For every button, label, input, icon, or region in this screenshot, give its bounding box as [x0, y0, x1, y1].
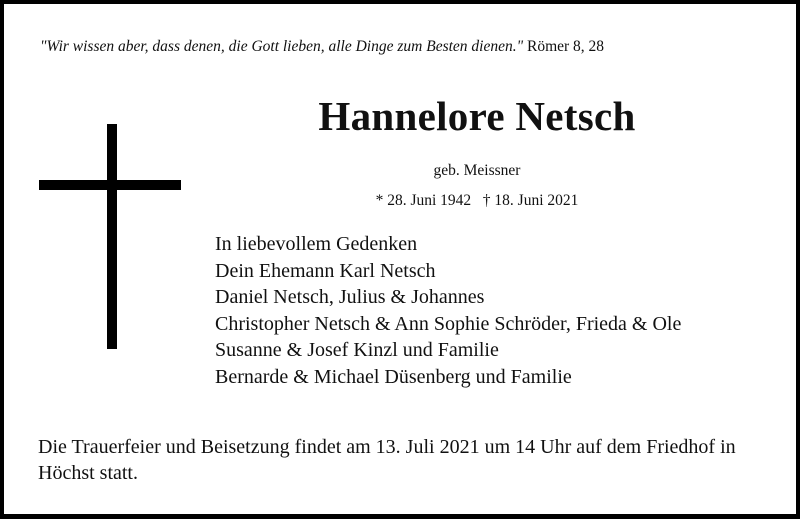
mourners-list: [215, 231, 681, 390]
mourner-line: In liebevollem Gedenken: [215, 233, 418, 255]
life-dates: * 28. Juni 1942 † 18. Juni 2021: [375, 192, 579, 209]
mourner-line: Daniel Netsch, Julius & Johannes: [215, 286, 485, 308]
mourner-line: Bernarde & Michael Düsenberg und Familie: [215, 365, 572, 388]
cross-horizontal-bar: [39, 180, 181, 190]
maiden-name: geb. Meissner: [433, 162, 521, 179]
ceremony-info: Die Trauerfeier und Beisetzung findet am 13. Juli 2021 um 14 Uhr auf dem Friedhof in Höchst statt.: [38, 436, 736, 484]
verse-reference: Römer 8, 28: [523, 38, 605, 55]
deceased-name: Hannelore Netsch: [318, 93, 636, 139]
mourner-line: Susanne & Josef Kinzl und Familie: [215, 339, 499, 361]
mourner-line: Dein Ehemann Karl Netsch: [215, 259, 436, 282]
verse-text: "Wir wissen aber, dass denen, die Gott lieben, alle Dinge zum Besten dienen.": [40, 38, 524, 55]
bible-verse: [40, 38, 604, 56]
mourner-line: Christopher Netsch & Ann Sophie Schröder, Frieda & Ole: [215, 312, 682, 335]
cross-vertical-bar: [107, 124, 117, 349]
